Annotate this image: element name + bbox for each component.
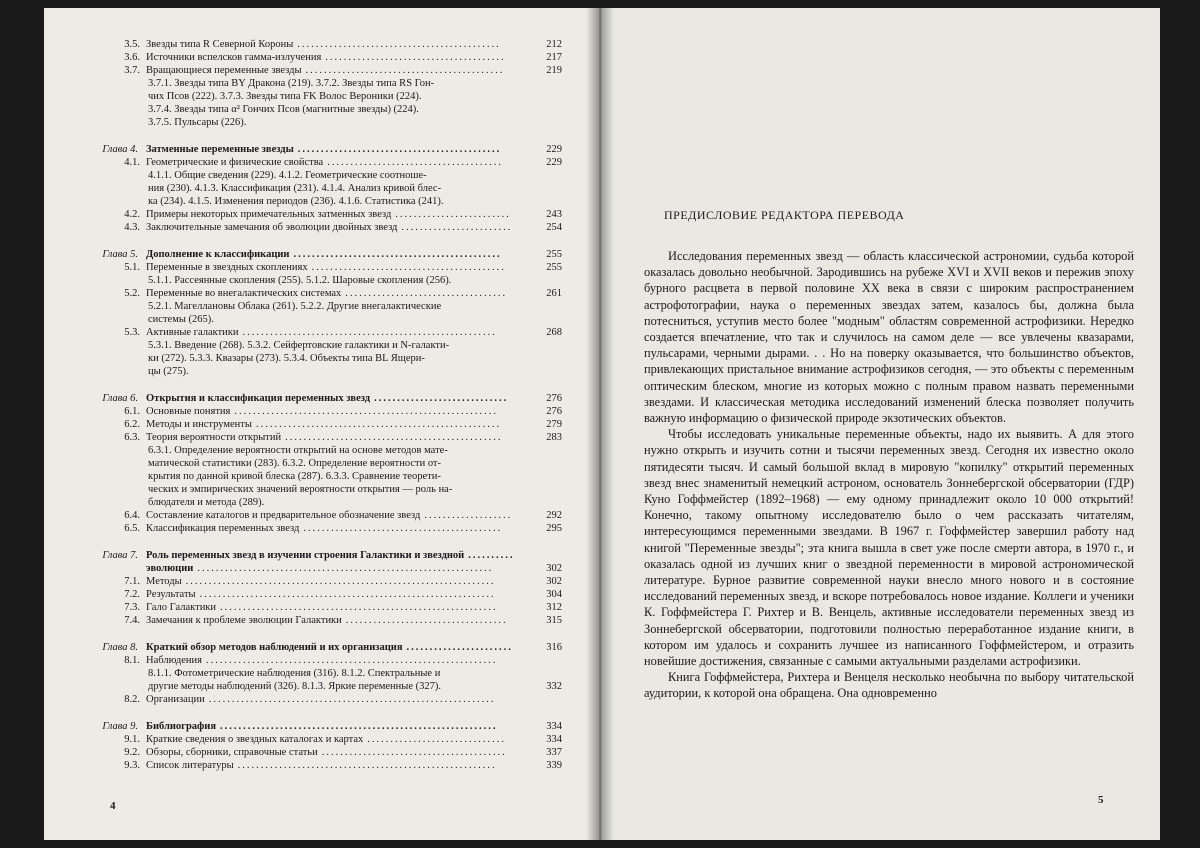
toc-page-number: 337 xyxy=(546,747,562,758)
toc-leader-dots: ............................................................ xyxy=(220,721,498,732)
toc-page-number: 255 xyxy=(546,249,562,260)
toc-section-number: 7.2. xyxy=(124,589,140,600)
toc-entry-title: Открытия и классификация переменных звезд xyxy=(146,393,371,404)
toc-section-number: 9.1. xyxy=(124,734,140,745)
toc-entry-title: 8.1.1. Фотометрические наблюдения (316). 8.1.2. Спектральные и xyxy=(148,668,441,679)
toc-leader-dots: ........................................................ xyxy=(237,760,497,771)
toc-entry-title: Активные галактики xyxy=(146,327,239,338)
preface-paragraph: Книга Гоффмейстера, Рихтера и Венцеля несколько необычна по выбору читательской аудитории, к которой она обращена. Она одновременно xyxy=(644,670,1134,701)
toc-page-number: 276 xyxy=(546,406,562,417)
toc-section-number: 9.2. xyxy=(124,747,140,758)
toc-page-number: 334 xyxy=(546,721,562,732)
toc-entry-title: Затменные переменные звезды xyxy=(146,144,294,155)
toc-entry-title: Организации xyxy=(146,694,205,705)
toc-entry-title: чих Псов (222). 3.7.3. Звезды типа FK Волос Вероники (224). xyxy=(148,91,422,102)
toc-leader-dots: ........................................... xyxy=(305,65,505,76)
toc-entry-title: ки (272). 5.3.3. Квазары (273). 5.3.4. Объекты типа BL Ящери- xyxy=(148,353,425,364)
toc-section-number: 3.5. xyxy=(124,39,140,50)
toc-entry-title: 5.1.1. Рассеянные скопления (255). 5.1.2. Шаровые скопления (256). xyxy=(148,275,452,286)
toc-leader-dots: ............................................................... xyxy=(205,655,498,666)
toc-entry-title: Заключительные замечания об эволюции двойных звезд xyxy=(146,222,398,233)
toc-entry-title: Вращающиеся переменные звезды xyxy=(146,65,302,76)
toc-leader-dots: ............................. xyxy=(374,393,509,404)
toc-page-number: 212 xyxy=(546,39,562,50)
toc-leader-dots: ............................................ xyxy=(297,144,502,155)
preface-paragraph: Чтобы исследовать уникальные переменные объекты, надо их выявить. А для этого нужно открыть и изучить сотни и тысячи переменных звезд. Сегодня их известно около пятидесяти тысяч. И самый большой вклад в мировую "копилку" открытий переменных звезд внес знаменитый немецкий астроном, основатель Зоннебергской обсерватории (ГДР) Куно Гоффмейстер (1892–1968) — ему одному принадлежит около 10 000 открытий! Конечно, такому опытному исследователю было о чем рассказать читателям, интересующимся переменными звездами. В 1967 г. Гоффмейстер завершил работу над книгой "Переменные звезды"; эта книга вышла в свет уже после смерти автора, в 1970 г., и оказалась одной из лучших книг о звездной переменности в мировой астрономической литературе. Бурное развитие современной науки внесло много нового и в состояние исследований переменных звезд, и вскоре потребовалось новое издание. Коллеги и ученики К. Гоффмейстера Г. Рихтер и В. Венцель, активные исследователи переменных звезд из Зоннебергской обсерватории, подготовили полностью переработанное издание книги, в котором им удалось и сохранить лучшее из написанного Гоффмейстером, и отразить новейшие достижения, связанные с самыми актуальными разделами астрофизики. xyxy=(644,427,1134,669)
toc-section-number: 6.4. xyxy=(124,510,140,521)
toc-page-number: 304 xyxy=(546,589,562,600)
toc-entry-title: Звезды типа R Северной Короны xyxy=(146,39,294,50)
toc-page-number: 302 xyxy=(546,576,562,587)
toc-entry-title: Результаты xyxy=(146,589,196,600)
toc-leader-dots: ......................... xyxy=(395,209,511,220)
toc-section-number: 4.3. xyxy=(124,222,140,233)
toc-page-number: 283 xyxy=(546,432,562,443)
toc-page-number: 229 xyxy=(546,157,562,168)
toc-chapter-label: Глава 5. xyxy=(102,249,138,260)
preface-body xyxy=(644,248,1134,702)
toc-entry-title: Краткие сведения о звездных каталогах и картах xyxy=(146,734,364,745)
toc-entry-title: Теория вероятности открытий xyxy=(146,432,282,443)
toc-entry-title: ния (230). 4.1.3. Классификация (231). 4.1.4. Анализ кривой блес- xyxy=(148,183,442,194)
toc-leader-dots: .............................. xyxy=(367,734,507,745)
toc-page-number: 302 xyxy=(546,563,562,574)
toc-entry-title: Замечания к проблеме эволюции Галактики xyxy=(146,615,342,626)
toc-section-number: 5.3. xyxy=(124,327,140,338)
toc-section-number: 9.3. xyxy=(124,760,140,771)
toc-leader-dots: ....................................... xyxy=(325,52,506,63)
toc-entry-title: 3.7.5. Пульсары (226). xyxy=(148,117,247,128)
left-page-number: 4 xyxy=(110,800,116,812)
toc-page-number: 254 xyxy=(546,222,562,233)
toc-entry-title: ческих и эмпирических значений вероятности открытия — роль на- xyxy=(148,484,453,495)
toc-page-number: 312 xyxy=(546,602,562,613)
toc-page-number: 268 xyxy=(546,327,562,338)
toc-page-number: 339 xyxy=(546,760,562,771)
toc-entry-title: Гало Галактики xyxy=(146,602,217,613)
toc-entry-title: 5.3.1. Введение (268). 5.3.2. Сейфертовские галактики и N-галакти- xyxy=(148,340,450,351)
toc-section-number: 4.2. xyxy=(124,209,140,220)
toc-page-number: 219 xyxy=(546,65,562,76)
toc-leader-dots: ............................................. xyxy=(293,249,502,260)
toc-leader-dots: ...................................... xyxy=(327,157,503,168)
toc-entry-title: 3.7.4. Звезды типа α² Гончих Псов (магнитные звезды) (224). xyxy=(148,104,419,115)
toc-entry-title: другие методы наблюдений (326). 8.1.3. Яркие переменные (327). xyxy=(148,681,441,692)
toc-section-number: 8.1. xyxy=(124,655,140,666)
toc-entry-title: Основные понятия xyxy=(146,406,231,417)
toc-entry-title: Составление каталогов и предварительное обозначение звезд xyxy=(146,510,421,521)
toc-page-number: 295 xyxy=(546,523,562,534)
toc-entry-title: Переменные в звездных скоплениях xyxy=(146,262,308,273)
toc-chapter-label: Глава 6. xyxy=(102,393,138,404)
right-page-number: 5 xyxy=(1098,794,1104,806)
toc-leader-dots: ........................................ xyxy=(321,747,507,758)
right-page xyxy=(600,8,1160,840)
toc-leader-dots: ........................ xyxy=(401,222,513,233)
toc-entry-title: 4.1.1. Общие сведения (229). 4.1.2. Геометрические соотноше- xyxy=(148,170,427,181)
toc-leader-dots: ........................................... xyxy=(303,523,503,534)
toc-leader-dots: .......... xyxy=(468,550,515,561)
left-page xyxy=(44,8,600,840)
toc-section-number: 6.1. xyxy=(124,406,140,417)
toc-section-number: 8.2. xyxy=(124,694,140,705)
toc-page-number: 315 xyxy=(546,615,562,626)
toc-leader-dots: ................................... xyxy=(345,288,508,299)
toc-page-number: 279 xyxy=(546,419,562,430)
preface-paragraph: Исследования переменных звезд — область классической астрономии, судьба которой оказалась довольно необычной. Зародившись на рубеже XVI и XVII веков и пережив эпоху бурного расцвета в первой половине XX века в связи с широким распространением астрофотографии, наука о переменных звездах затем, казалось бы, должна была потесниться, уступив место более "модным" областям современной астрофизики. Нередко создается впечатление, что так и случилось на самом деле — все увлечены квазарами, пульсарами, черными дырами. . . Но на поверку оказывается, что большинство объектов, привлекающих пристальное внимание астрофизиков сегодня, — это объекты с переменным оптическим блеском, многие из которых можно с полным правом назвать переменными звездами. И классическая методика исследований изменений блеска позволяет получить важную информацию о физической природе экзотических объектов. xyxy=(644,249,1134,426)
toc-page-number: 276 xyxy=(546,393,562,404)
toc-page-number: 255 xyxy=(546,262,562,273)
toc-leader-dots: ............................................... xyxy=(285,432,503,443)
toc-entry-title: системы (265). xyxy=(148,314,214,325)
toc-entry-title: матической статистики (283). 6.3.2. Определение вероятности от- xyxy=(148,458,442,469)
toc-leader-dots: ................... xyxy=(424,510,513,521)
toc-section-number: 4.1. xyxy=(124,157,140,168)
toc-page-number: 334 xyxy=(546,734,562,745)
toc-page-number: 316 xyxy=(546,642,562,653)
toc-entry-title: цы (275). xyxy=(148,366,189,377)
toc-entry-title: 3.7.1. Звезды типа BY Дракона (219). 3.7.2. Звезды типа RS Гон- xyxy=(148,78,435,89)
toc-section-number: 6.3. xyxy=(124,432,140,443)
toc-section-number: 7.1. xyxy=(124,576,140,587)
toc-entry-title: Наблюдения xyxy=(146,655,202,666)
toc-page-number: 217 xyxy=(546,52,562,63)
toc-entry-title: Классификация переменных звезд xyxy=(146,523,300,534)
toc-leader-dots: ................................................................... xyxy=(185,576,496,587)
toc-leader-dots: ....................................................... xyxy=(242,327,497,338)
toc-entry-title: блюдателя и метода (289). xyxy=(148,497,265,508)
toc-leader-dots: ......................................................... xyxy=(234,406,499,417)
toc-entry-title: Методы и инструменты xyxy=(146,419,252,430)
toc-entry-title: 6.3.1. Определение вероятности открытий на основе методов мате- xyxy=(148,445,448,456)
toc-entry-title: крытия по данной кривой блеска (287). 6.3.3. Сравнение теорети- xyxy=(148,471,441,482)
toc-page-number: 229 xyxy=(546,144,562,155)
toc-page-number: 332 xyxy=(546,681,562,692)
toc-page-number: 243 xyxy=(546,209,562,220)
toc-leader-dots: ................................................................ xyxy=(197,563,494,574)
preface-heading: ПРЕДИСЛОВИЕ РЕДАКТОРА ПЕРЕВОДА xyxy=(664,208,905,222)
toc-entry-title: Роль переменных звезд в изучении строения Галактики и звездной xyxy=(146,550,465,561)
toc-entry-title: Дополнение к классификации xyxy=(146,249,290,260)
toc-entry-title: Источники вспелсков гамма-излучения xyxy=(146,52,322,63)
toc-entry-title: ка (234). 4.1.5. Изменения периодов (236). 4.1.6. Статистика (241). xyxy=(148,196,444,207)
toc-leader-dots: ....................... xyxy=(406,642,513,653)
toc-section-number: 7.4. xyxy=(124,615,140,626)
toc-page-number: 261 xyxy=(546,288,562,299)
toc-entry-title: Геометрические и физические свойства xyxy=(146,157,324,168)
toc-section-number: 3.6. xyxy=(124,52,140,63)
toc-chapter-label: Глава 4. xyxy=(102,144,138,155)
toc-entry-title: Методы xyxy=(146,576,182,587)
toc-entry-title: Список литературы xyxy=(146,760,234,771)
toc-leader-dots: ............................................................ xyxy=(220,602,498,613)
toc-leader-dots: .......................................... xyxy=(311,262,506,273)
toc-entry-title: Библиография xyxy=(146,721,217,732)
toc-section-number: 5.2. xyxy=(124,288,140,299)
toc-entry-title: 5.2.1. Магеллановы Облака (261). 5.2.2. Другие внегалактические xyxy=(148,301,442,312)
toc-entry-title: Краткий обзор методов наблюдений и их организация xyxy=(146,642,403,653)
toc-leader-dots: ................................... xyxy=(345,615,508,626)
toc-section-number: 6.5. xyxy=(124,523,140,534)
toc-section-number: 5.1. xyxy=(124,262,140,273)
book-gutter xyxy=(586,8,614,840)
toc-page-number: 292 xyxy=(546,510,562,521)
toc-leader-dots: ..................................................... xyxy=(255,419,502,430)
toc-section-number: 6.2. xyxy=(124,419,140,430)
toc-entry-title: Примеры некоторых примечательных затменных звезд xyxy=(146,209,392,220)
toc-entry-title: Переменные во внегалактических системах xyxy=(146,288,342,299)
toc-chapter-label: Глава 8. xyxy=(102,642,138,653)
toc-chapter-label: Глава 9. xyxy=(102,721,138,732)
toc-leader-dots: ................................................................ xyxy=(199,589,496,600)
toc-section-number: 7.3. xyxy=(124,602,140,613)
toc-entry-title: эволюции xyxy=(146,563,194,574)
toc-entry-title: Обзоры, сборники, справочные статьи xyxy=(146,747,318,758)
toc-section-number: 3.7. xyxy=(124,65,140,76)
toc-leader-dots: .............................................................. xyxy=(208,694,496,705)
toc-chapter-label: Глава 7. xyxy=(102,550,138,561)
toc-leader-dots: ............................................ xyxy=(297,39,501,50)
